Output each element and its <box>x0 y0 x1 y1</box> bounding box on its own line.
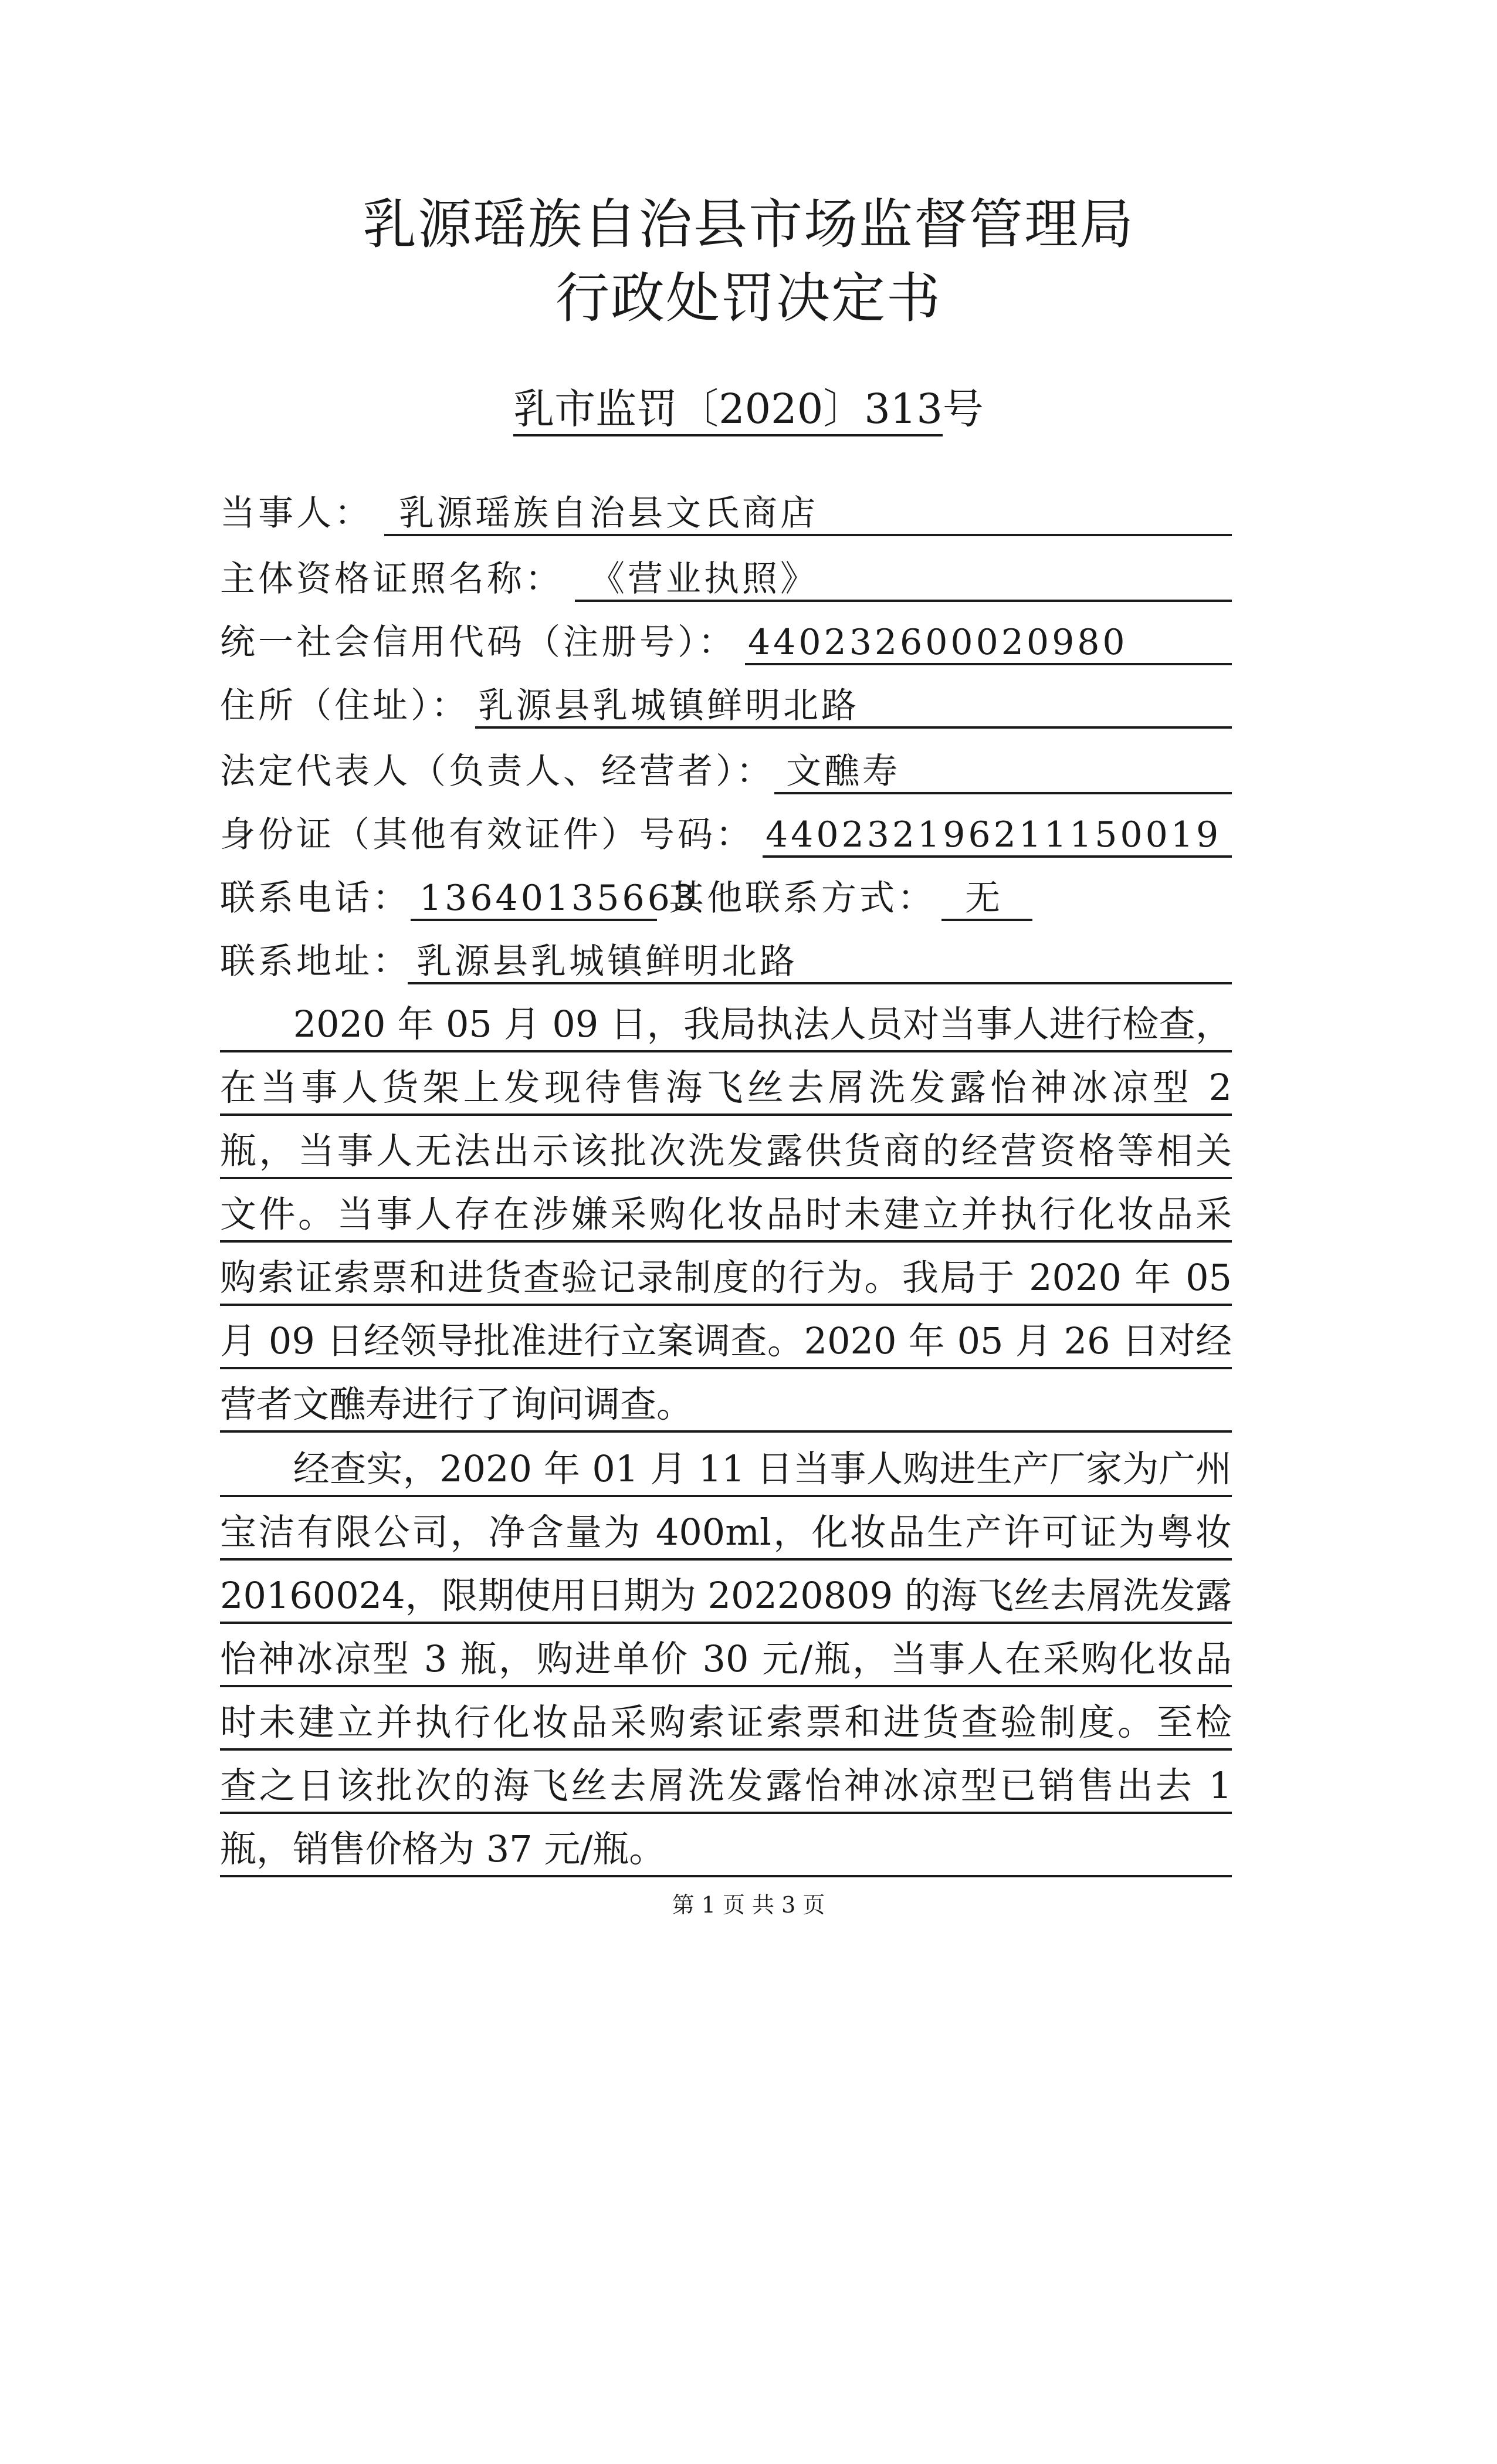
doc-year: 〔2020〕 <box>678 385 864 436</box>
license-underline <box>575 600 1232 602</box>
legal-rep-row <box>220 745 1232 798</box>
credit-code-value: 440232600020980 <box>748 622 1128 663</box>
phone-label: 联系电话： <box>220 878 411 919</box>
license-row <box>220 553 1232 605</box>
phone-row <box>220 872 1232 925</box>
phone-underline <box>411 919 657 921</box>
address-row <box>220 679 1232 732</box>
paragraph-line: 瓶，销售价格为 37 元/瓶。 <box>220 1821 1232 1877</box>
address-value: 乳源县乳城镇鲜明北路 <box>478 685 859 726</box>
doc-prefix: 乳市监罚 <box>513 385 678 436</box>
phone-value: 13640135663 <box>419 878 698 919</box>
party-name-row <box>220 487 1232 540</box>
credit-code-label: 统一社会信用代码（注册号）： <box>220 622 736 663</box>
paragraph-line: 宝洁有限公司，净含量为 400ml，化妆品生产许可证为粤妆 <box>220 1504 1232 1561</box>
contact-address-value: 乳源县乳城镇鲜明北路 <box>416 941 798 982</box>
party-name-value: 乳源瑶族自治县文氏商店 <box>399 493 818 534</box>
credit-code-row <box>220 616 1232 669</box>
legal-rep-label: 法定代表人（负责人、经营者）： <box>220 751 774 792</box>
license-label: 主体资格证照名称： <box>220 559 563 600</box>
paragraph-line: 文件。当事人存在涉嫌采购化妆品时未建立并执行化妆品采 <box>220 1186 1232 1243</box>
contact-address-label: 联系地址： <box>220 941 411 982</box>
document-title-line1: 乳源瑶族自治县市场监督管理局 <box>362 193 1134 256</box>
license-value: 《营业执照》 <box>590 559 818 600</box>
contact-address-row <box>220 935 1232 988</box>
credit-code-underline <box>745 663 1232 665</box>
paragraph-line: 怡神冰凉型 3 瓶，购进单价 30 元/瓶，当事人在采购化妆品 <box>220 1631 1232 1687</box>
paragraph-line: 经查实，2020 年 01 月 11 日当事人购进生产厂家为广州 <box>220 1441 1232 1497</box>
legal-rep-value: 文醮寿 <box>786 751 900 792</box>
id-row <box>220 808 1232 861</box>
other-contact-underline <box>941 919 1032 921</box>
contact-address-underline <box>408 982 1232 984</box>
paragraph-line: 购索证索票和进货查验记录制度的行为。我局于 2020 年 05 <box>220 1250 1232 1306</box>
doc-number-value: 313 <box>864 385 943 436</box>
paragraph-line: 在当事人货架上发现待售海飞丝去屑洗发露怡神冰凉型 2 <box>220 1060 1232 1116</box>
id-value: 440232196211150019 <box>766 814 1222 855</box>
doc-suffix: 号 <box>942 385 984 433</box>
paragraph-line: 2020 年 05 月 09 日，我局执法人员对当事人进行检查， <box>220 996 1232 1052</box>
paragraph-line: 月 09 日经领导批准进行立案调查。2020 年 05 月 26 日对经 <box>220 1313 1232 1369</box>
other-contact-value: 无 <box>965 878 1003 919</box>
document-title-line2: 行政处罚决定书 <box>555 267 941 330</box>
paragraph-line: 查之日该批次的海飞丝去屑洗发露怡神冰凉型已销售出去 1 <box>220 1758 1232 1814</box>
document-number <box>0 383 1497 435</box>
paragraph-line: 20160024，限期使用日期为 20220809 的海飞丝去屑洗发露 <box>220 1568 1232 1624</box>
id-underline <box>763 855 1232 858</box>
address-underline <box>475 726 1232 729</box>
paragraph-line: 瓶，当事人无法出示该批次洗发露供货商的经营资格等相关 <box>220 1123 1232 1179</box>
id-label: 身份证（其他有效证件）号码： <box>220 814 754 855</box>
party-name-underline <box>384 534 1232 536</box>
other-contact-label: 其他联系方式： <box>669 878 936 919</box>
page-number: 第 1 页 共 3 页 <box>672 1892 825 1918</box>
legal-rep-underline <box>774 792 1232 794</box>
party-name-label: 当事人： <box>220 493 372 534</box>
paragraph-line: 营者文醮寿进行了询问调查。 <box>220 1376 1232 1433</box>
paragraph-line: 时未建立并执行化妆品采购索证索票和进货查验制度。至检 <box>220 1694 1232 1751</box>
address-label: 住所（住址）： <box>220 685 469 726</box>
